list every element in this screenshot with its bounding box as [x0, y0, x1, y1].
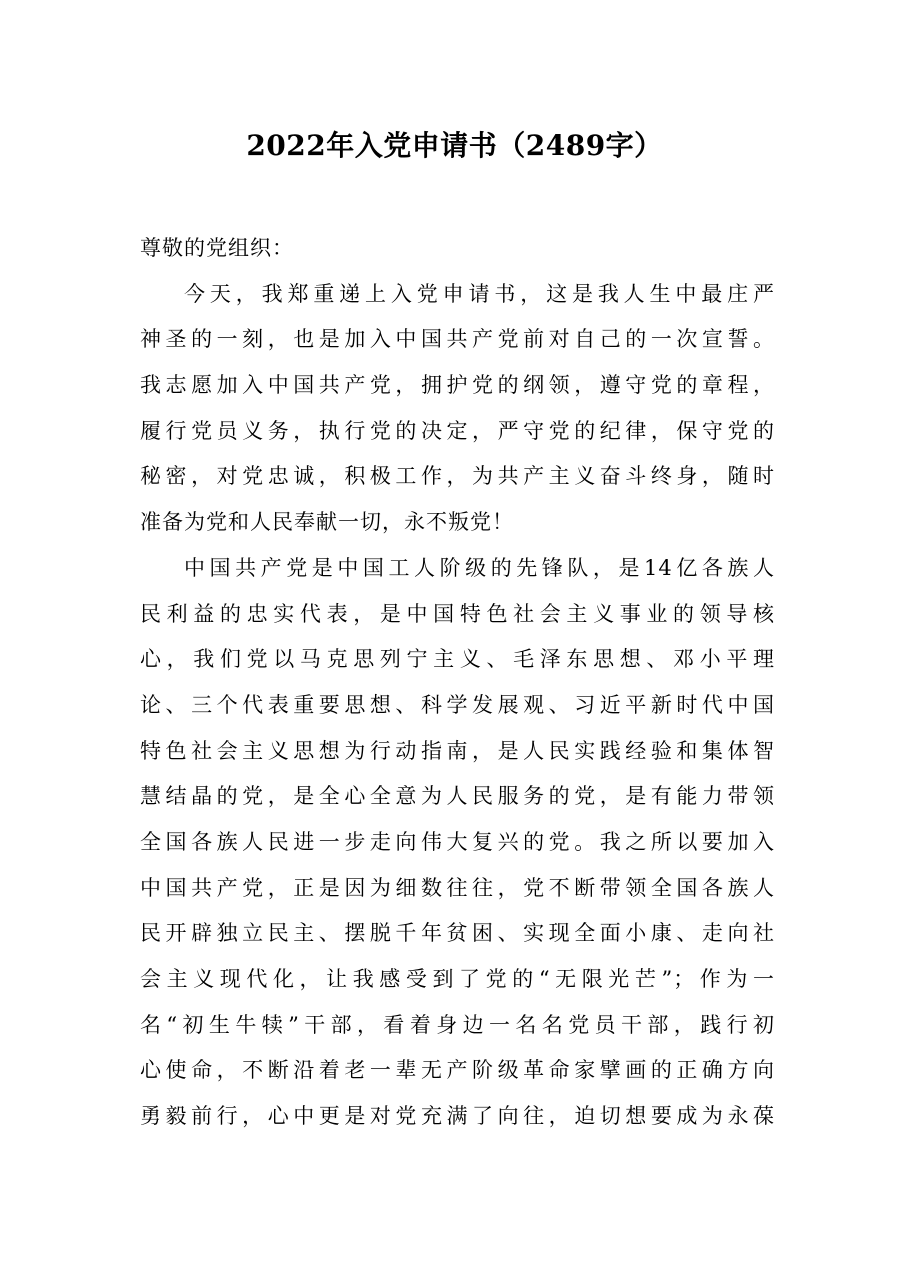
paragraph-2-line-10: 会主义现代化，让我感受到了党的“无限光芒”；作为一 [140, 967, 775, 991]
paragraph-2-line-1: 中国共产党是中国工人阶级的先锋队，是14亿各族人 [184, 555, 775, 580]
document-title: 2022年入党申请书（2489字） [246, 129, 663, 162]
paragraph-2-line-4: 论、三个代表重要思想、科学发展观、习近平新时代中国 [140, 692, 775, 717]
paragraph-2-line-3: 心，我们党以马克思列宁主义、毛泽东思想、邓小平理 [140, 647, 775, 672]
paragraph-1-line-6: 准备为党和人民奉献一切，永不叛党！ [140, 510, 514, 535]
paragraph-2-line-8: 中国共产党，正是因为细数往往，党不断带领全国各族人 [140, 875, 775, 900]
paragraph-2-line-2: 民利益的忠实代表，是中国特色社会主义事业的领导核 [140, 601, 775, 626]
document-body [140, 226, 775, 1140]
paragraph-1-line-2: 神圣的一刻，也是加入中国共产党前对自己的一次宣誓。 [140, 327, 775, 352]
paragraph-2-line-6: 慧结晶的党，是全心全意为人民服务的党，是有能力带领 [140, 784, 775, 809]
paragraph-2-line-11: 名“初生牛犊”干部，看着身边一名名党员干部，践行初 [140, 1012, 775, 1037]
paragraph-2-line-7: 全国各族人民进一步走向伟大复兴的党。我之所以要加入 [140, 829, 775, 854]
paragraph-1-line-1: 今天，我郑重递上入党申请书，这是我人生中最庄严 [184, 281, 775, 306]
paragraph-2-line-9: 民开辟独立民主、摆脱千年贫困、实现全面小康、走向社 [140, 921, 775, 946]
paragraph-2-line-5: 特色社会主义思想为行动指南，是人民实践经验和集体智 [140, 738, 775, 763]
paragraph-1-line-3: 我志愿加入中国共产党，拥护党的纲领，遵守党的章程， [140, 373, 775, 398]
paragraph-2-line-13: 勇毅前行，心中更是对党充满了向往，迫切想要成为永葆 [140, 1104, 775, 1129]
paragraph-2-line-12: 心使命，不断沿着老一辈无产阶级革命家擘画的正确方向 [140, 1058, 775, 1083]
salutation: 尊敬的党组织： [140, 236, 294, 260]
paragraph-1-line-4: 履行党员义务，执行党的决定，严守党的纪律，保守党的 [140, 418, 775, 443]
paragraph-1-line-5: 秘密，对党忠诚，积极工作，为共产主义奋斗终身，随时 [140, 464, 775, 489]
